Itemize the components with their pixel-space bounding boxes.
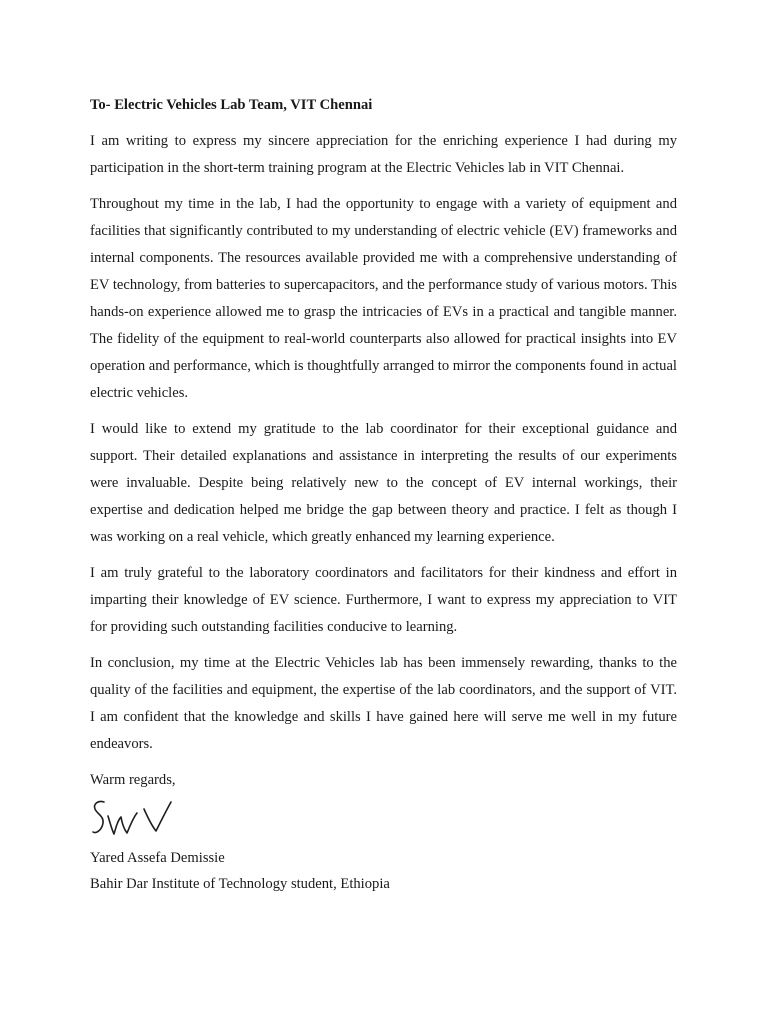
letter-paragraph-3: I would like to extend my gratitude to the lab coordinator for their exceptional guidance and support. Their detailed explanations and assistance in interpreting the results of our experiments were invaluable. Despite being relatively new to the concept of EV internal workings, their expertise and dedication helped me bridge the gap between theory and practice. I felt as though I was working on a real vehicle, which greatly enhanced my learning experience. [90,421,677,545]
letter-body [90,92,677,897]
letter-paragraph-5: In conclusion, my time at the Electric Vehicles lab has been immensely rewarding, thanks to the quality of the facilities and equipment, the expertise of the lab coordinators, and the support of VIT. I am confident that the knowledge and skills I have gained here will serve me well in my future endeavors. [90,655,677,752]
letter-closing: Warm regards, [90,772,176,788]
signer-affiliation: Bahir Dar Institute of Technology student, Ethiopia [90,876,390,892]
letter-salutation: To- Electric Vehicles Lab Team, VIT Chennai [90,97,373,113]
handwritten-signature [90,796,180,842]
letter-paragraph-4: I am truly grateful to the laboratory coordinators and facilitators for their kindness and effort in imparting their knowledge of EV science. Furthermore, I want to express my appreciation to VIT for providing such outstanding facilities conducive to learning. [90,565,677,635]
signer-name: Yared Assefa Demissie [90,850,225,866]
letter-paragraph-2: Throughout my time in the lab, I had the opportunity to engage with a variety of equipment and facilities that significantly contributed to my understanding of electric vehicle (EV) frameworks and internal components. The resources available provided me with a comprehensive understanding of EV technology, from batteries to supercapacitors, and the performance study of various motors. This hands-on experience allowed me to grasp the intricacies of EVs in a practical and tangible manner. The fidelity of the equipment to real-world counterparts also allowed for practical insights into EV operation and performance, which is thoughtfully arranged to mirror the components found in actual electric vehicles. [90,196,677,401]
letter-paragraph-1: I am writing to express my sincere appreciation for the enriching experience I had during my participation in the short-term training program at the Electric Vehicles lab in VIT Chennai. [90,133,677,176]
